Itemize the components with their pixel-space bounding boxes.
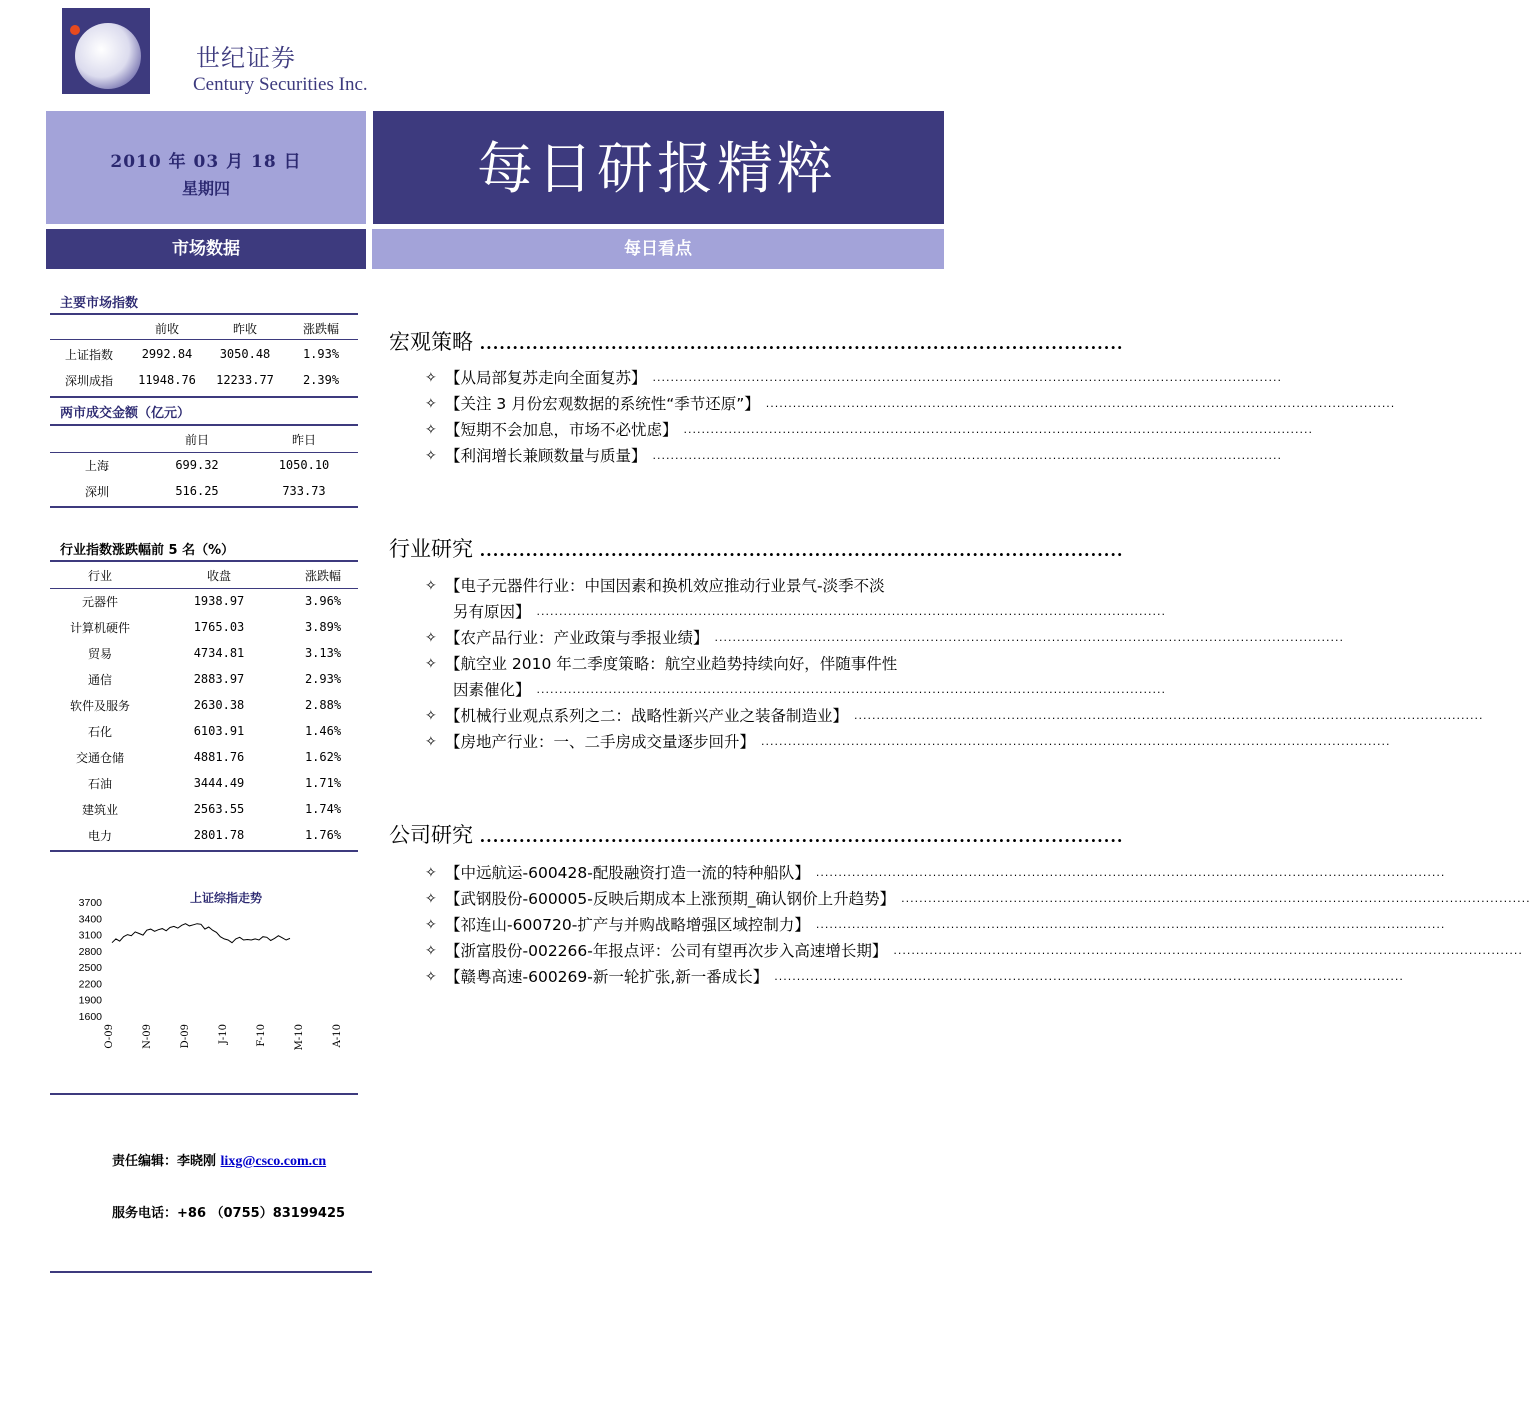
table-cell: 深圳成指 bbox=[64, 373, 113, 388]
table-row bbox=[50, 614, 358, 640]
table-cell: 建筑业 bbox=[81, 802, 118, 817]
table-header-row bbox=[50, 562, 358, 588]
y-tick-label: 2500 bbox=[78, 962, 102, 975]
table-cell: 贸易 bbox=[87, 646, 112, 661]
table-cell: 交通仓储 bbox=[75, 750, 124, 765]
table-cell: 4734.81 bbox=[193, 646, 245, 660]
table-header-cell: 行业 bbox=[87, 568, 112, 583]
table-cell: 软件及服务 bbox=[69, 698, 130, 713]
item-text: 【航空业 2010 年二季度策略：航空业趋势持续向好，伴随事件性 bbox=[445, 655, 898, 673]
y-tick-label: 1900 bbox=[78, 994, 102, 1007]
divider bbox=[50, 339, 358, 340]
x-tick-label: M-10 bbox=[294, 1024, 305, 1051]
table-cell: 石化 bbox=[87, 724, 112, 739]
table-cell: 2.39% bbox=[302, 373, 340, 387]
table-cell: 3.96% bbox=[304, 594, 342, 608]
diamond-bullet-icon: ✧ bbox=[425, 891, 437, 907]
item-text-continued: 另有原因】 bbox=[453, 603, 531, 621]
company-name-en: Century Securities Inc. bbox=[193, 74, 368, 95]
table-cell: 上证指数 bbox=[64, 347, 113, 362]
table-cell: 699.32 bbox=[175, 458, 219, 472]
table-cell: 6103.91 bbox=[193, 724, 245, 738]
leader-dots: ............................................................................................................................................ bbox=[761, 735, 1391, 748]
table-row bbox=[50, 692, 358, 718]
section-title: 宏观策略 bbox=[389, 330, 473, 354]
y-tick-label: 1600 bbox=[78, 1011, 102, 1023]
editor-label: 责任编辑：李晓刚 bbox=[112, 1154, 217, 1169]
item-text: 【机械行业观点系列之二：战略性新兴产业之装备制造业】 bbox=[445, 707, 849, 725]
table-header-cell: 前日 bbox=[184, 432, 209, 447]
daily-highlights-bar: 每日看点 bbox=[372, 229, 944, 269]
diamond-bullet-icon: ✧ bbox=[425, 422, 437, 438]
leader-dots: .................................................................................................. bbox=[473, 541, 1124, 560]
industry-title: 行业指数涨跌幅前 5 名（%） bbox=[60, 543, 235, 558]
y-tick-label: 3400 bbox=[78, 913, 102, 926]
table-row bbox=[50, 744, 358, 770]
diamond-bullet-icon: ✧ bbox=[425, 448, 437, 464]
table-row bbox=[50, 718, 358, 744]
table-cell: 2563.55 bbox=[193, 802, 245, 816]
service-phone: 服务电话：+86 （0755）83199425 bbox=[112, 1206, 346, 1221]
leader-dots: ............................................................................................................................................ bbox=[683, 423, 1314, 436]
table-cell: 1.76% bbox=[304, 828, 342, 842]
company-logo bbox=[62, 8, 150, 94]
section-heading-macro bbox=[389, 326, 1124, 356]
industry-table bbox=[50, 562, 358, 848]
list-item[interactable] bbox=[425, 703, 1484, 729]
x-tick-label: A-10 bbox=[332, 1024, 343, 1048]
list-item[interactable] bbox=[425, 625, 1345, 651]
item-text-continued: 因素催化】 bbox=[453, 681, 531, 699]
editor-email-link[interactable]: lixg@csco.com.cn bbox=[220, 1154, 327, 1169]
table-cell: 2630.38 bbox=[193, 698, 245, 712]
table-cell: 1.46% bbox=[304, 724, 342, 738]
item-text: 【关注 3 月份宏观数据的系统性“季节还原”】 bbox=[445, 395, 760, 413]
list-item[interactable] bbox=[425, 651, 1167, 703]
market-data-bar: 市场数据 bbox=[46, 229, 366, 269]
diamond-bullet-icon: ✧ bbox=[425, 630, 437, 646]
table-cell: 元器件 bbox=[81, 594, 118, 609]
table-row bbox=[50, 367, 358, 393]
table-row bbox=[50, 478, 358, 504]
leader-dots: ............................................................................................................................................ bbox=[815, 918, 1446, 931]
table-cell: 3444.49 bbox=[193, 776, 245, 790]
report-title: 每日研报精粹 bbox=[477, 137, 837, 202]
table-cell: 733.73 bbox=[282, 484, 326, 498]
turnover-title: 两市成交金额（亿元） bbox=[60, 406, 191, 421]
table-cell: 电力 bbox=[87, 828, 112, 843]
table-cell: 上海 bbox=[84, 458, 109, 473]
list-item[interactable] bbox=[425, 964, 1404, 990]
indices-table bbox=[50, 315, 358, 393]
table-header-cell: 昨日 bbox=[291, 432, 316, 447]
list-item[interactable] bbox=[425, 365, 1283, 391]
y-tick-label: 2200 bbox=[78, 978, 102, 991]
leader-dots: ............................................................................................................................................ bbox=[893, 944, 1523, 957]
table-header-cell: 收盘 bbox=[206, 568, 231, 583]
diamond-bullet-icon: ✧ bbox=[425, 370, 437, 386]
leader-dots: ............................................................................................................................................ bbox=[815, 866, 1446, 879]
list-item[interactable] bbox=[425, 938, 1523, 964]
divider bbox=[50, 850, 358, 852]
y-tick-label: 3700 bbox=[78, 897, 102, 909]
leader-dots: ............................................................................................................................................ bbox=[854, 709, 1484, 722]
table-row bbox=[50, 666, 358, 692]
table-cell: 2992.84 bbox=[141, 347, 193, 361]
table-cell: 2883.97 bbox=[193, 672, 245, 686]
leader-dots: ............................................................................................................................................ bbox=[765, 397, 1396, 410]
y-axis bbox=[79, 897, 103, 1023]
x-axis bbox=[104, 1024, 343, 1050]
y-tick-label: 3100 bbox=[78, 929, 102, 942]
item-text: 【中远航运-600428-配股融资打造一流的特种船队】 bbox=[445, 864, 810, 882]
item-text: 【电子元器件行业：中国因素和换机效应推动行业景气-淡季不淡 bbox=[445, 577, 885, 595]
table-header-cell: 涨跌幅 bbox=[302, 321, 339, 336]
diamond-bullet-icon: ✧ bbox=[425, 865, 437, 881]
section-heading-company bbox=[389, 819, 1124, 849]
table-cell: 1050.10 bbox=[278, 458, 330, 472]
table-header-cell: 前收 bbox=[154, 321, 179, 336]
item-text: 【房地产行业：一、二手房成交量逐步回升】 bbox=[445, 733, 756, 751]
table-header-cell bbox=[50, 426, 144, 452]
diamond-bullet-icon: ✧ bbox=[425, 396, 437, 412]
table-header-cell bbox=[50, 315, 128, 341]
table-cell: 1.74% bbox=[304, 802, 342, 816]
leader-dots: ............................................................................................................................................ bbox=[652, 371, 1283, 384]
x-tick-label: D-09 bbox=[180, 1024, 191, 1049]
logo-sphere-icon bbox=[62, 8, 150, 94]
report-date: 2010 年 03 月 18 日 bbox=[110, 152, 302, 172]
table-cell: 深圳 bbox=[84, 484, 109, 499]
table-row bbox=[50, 796, 358, 822]
table-cell: 通信 bbox=[87, 672, 112, 687]
table-header-cell: 昨收 bbox=[232, 321, 257, 336]
table-cell: 2801.78 bbox=[193, 828, 245, 842]
leader-dots: .................................................................................................. bbox=[473, 334, 1124, 353]
x-tick-label: F-10 bbox=[256, 1024, 267, 1047]
table-cell: 1938.97 bbox=[193, 594, 245, 608]
x-tick-label: N-09 bbox=[142, 1024, 153, 1049]
indices-title: 主要市场指数 bbox=[60, 296, 139, 311]
divider bbox=[50, 1271, 372, 1273]
list-item[interactable] bbox=[425, 729, 1391, 755]
divider bbox=[50, 1093, 358, 1095]
list-item[interactable] bbox=[425, 573, 1167, 625]
title-panel bbox=[373, 111, 944, 224]
table-row bbox=[50, 640, 358, 666]
table-cell: 1765.03 bbox=[193, 620, 245, 634]
chart-series bbox=[112, 924, 290, 943]
chart-title: 上证综指走势 bbox=[189, 891, 263, 905]
table-cell: 1.93% bbox=[302, 347, 340, 361]
leader-dots: ............................................................................................................................................ bbox=[774, 970, 1404, 983]
table-cell: 2.93% bbox=[304, 672, 342, 686]
table-row bbox=[50, 452, 358, 478]
list-item[interactable] bbox=[425, 443, 1283, 469]
item-text: 【从局部复苏走向全面复苏】 bbox=[445, 369, 647, 387]
list-item[interactable] bbox=[425, 391, 1396, 417]
diamond-bullet-icon: ✧ bbox=[425, 578, 437, 594]
list-item[interactable] bbox=[425, 417, 1314, 443]
item-text: 【利润增长兼顾数量与质量】 bbox=[445, 447, 647, 465]
item-text: 【农产品行业：产业政策与季报业绩】 bbox=[445, 629, 709, 647]
item-text: 【浙富股份-002266-年报点评：公司有望再次步入高速增长期】 bbox=[445, 942, 888, 960]
table-cell: 3.13% bbox=[304, 646, 342, 660]
table-header-row bbox=[50, 426, 358, 452]
divider bbox=[50, 452, 358, 453]
table-cell: 11948.76 bbox=[138, 373, 196, 387]
section-heading-industry bbox=[389, 533, 1124, 563]
diamond-bullet-icon: ✧ bbox=[425, 969, 437, 985]
diamond-bullet-icon: ✧ bbox=[425, 734, 437, 750]
editor-line bbox=[112, 1150, 326, 1170]
divider bbox=[50, 588, 358, 589]
divider bbox=[50, 506, 358, 508]
item-text: 【武钢股份-600005-反映后期成本上涨预期_确认钢价上升趋势】 bbox=[445, 890, 896, 908]
table-row bbox=[50, 341, 358, 367]
list-item[interactable] bbox=[425, 912, 1446, 938]
report-weekday: 星期四 bbox=[181, 179, 230, 198]
list-item[interactable] bbox=[425, 886, 1531, 912]
table-cell: 1.71% bbox=[304, 776, 342, 790]
table-header-cell: 涨跌幅 bbox=[304, 568, 341, 583]
x-tick-label: O-09 bbox=[104, 1024, 115, 1049]
table-cell: 计算机硬件 bbox=[69, 620, 130, 635]
divider bbox=[50, 396, 358, 398]
leader-dots: ............................................................................................................................................ bbox=[901, 892, 1531, 905]
turnover-table bbox=[50, 426, 358, 504]
table-cell: 12233.77 bbox=[216, 373, 274, 387]
list-item[interactable] bbox=[425, 860, 1446, 886]
leader-dots: ............................................................................................................................................ bbox=[714, 631, 1345, 644]
section-title: 公司研究 bbox=[389, 823, 473, 847]
table-header-row bbox=[50, 315, 358, 341]
leader-dots: ............................................................................................................................................ bbox=[652, 449, 1283, 462]
diamond-bullet-icon: ✧ bbox=[425, 917, 437, 933]
leader-dots: .................................................................................................. bbox=[473, 827, 1124, 846]
sh-composite-chart bbox=[60, 880, 360, 1060]
item-text: 【祁连山-600720-扩产与并购战略增强区域控制力】 bbox=[445, 916, 810, 934]
leader-dots: ............................................................................................................................................ bbox=[536, 605, 1167, 618]
diamond-bullet-icon: ✧ bbox=[425, 656, 437, 672]
item-text: 【赣粤高速-600269-新一轮扩张,新一番成长】 bbox=[445, 968, 769, 986]
diamond-bullet-icon: ✧ bbox=[425, 708, 437, 724]
series-line bbox=[112, 924, 290, 943]
table-cell: 3050.48 bbox=[219, 347, 271, 361]
table-cell: 2.88% bbox=[304, 698, 342, 712]
table-cell: 516.25 bbox=[175, 484, 219, 498]
table-cell: 4881.76 bbox=[193, 750, 245, 764]
section-title: 行业研究 bbox=[389, 537, 473, 561]
table-row bbox=[50, 822, 358, 848]
leader-dots: ............................................................................................................................................ bbox=[536, 683, 1167, 696]
table-row bbox=[50, 588, 358, 614]
x-tick-label: J-10 bbox=[218, 1024, 229, 1045]
diamond-bullet-icon: ✧ bbox=[425, 943, 437, 959]
table-cell: 1.62% bbox=[304, 750, 342, 764]
company-name-cn: 世纪证券 bbox=[196, 44, 296, 72]
table-row bbox=[50, 770, 358, 796]
item-text: 【短期不会加息，市场不必忧虑】 bbox=[445, 421, 678, 439]
date-panel bbox=[46, 111, 366, 224]
table-cell: 3.89% bbox=[304, 620, 342, 634]
y-tick-label: 2800 bbox=[78, 945, 102, 958]
table-cell: 石油 bbox=[87, 776, 112, 791]
